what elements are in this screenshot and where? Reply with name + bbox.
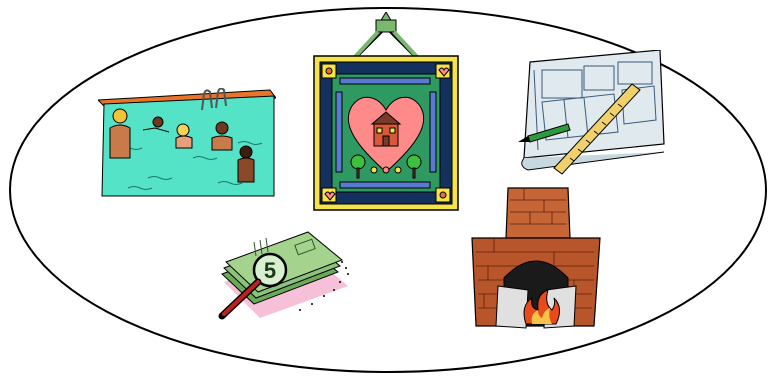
bill-digit: 5 [263, 258, 277, 283]
money-magnifier-icon [214, 222, 356, 328]
blueprint-plans-icon [514, 50, 666, 178]
brick-fireplace-icon [464, 186, 606, 332]
swimming-pool-icon [98, 88, 276, 198]
heart-house-quilt-icon [312, 12, 460, 212]
